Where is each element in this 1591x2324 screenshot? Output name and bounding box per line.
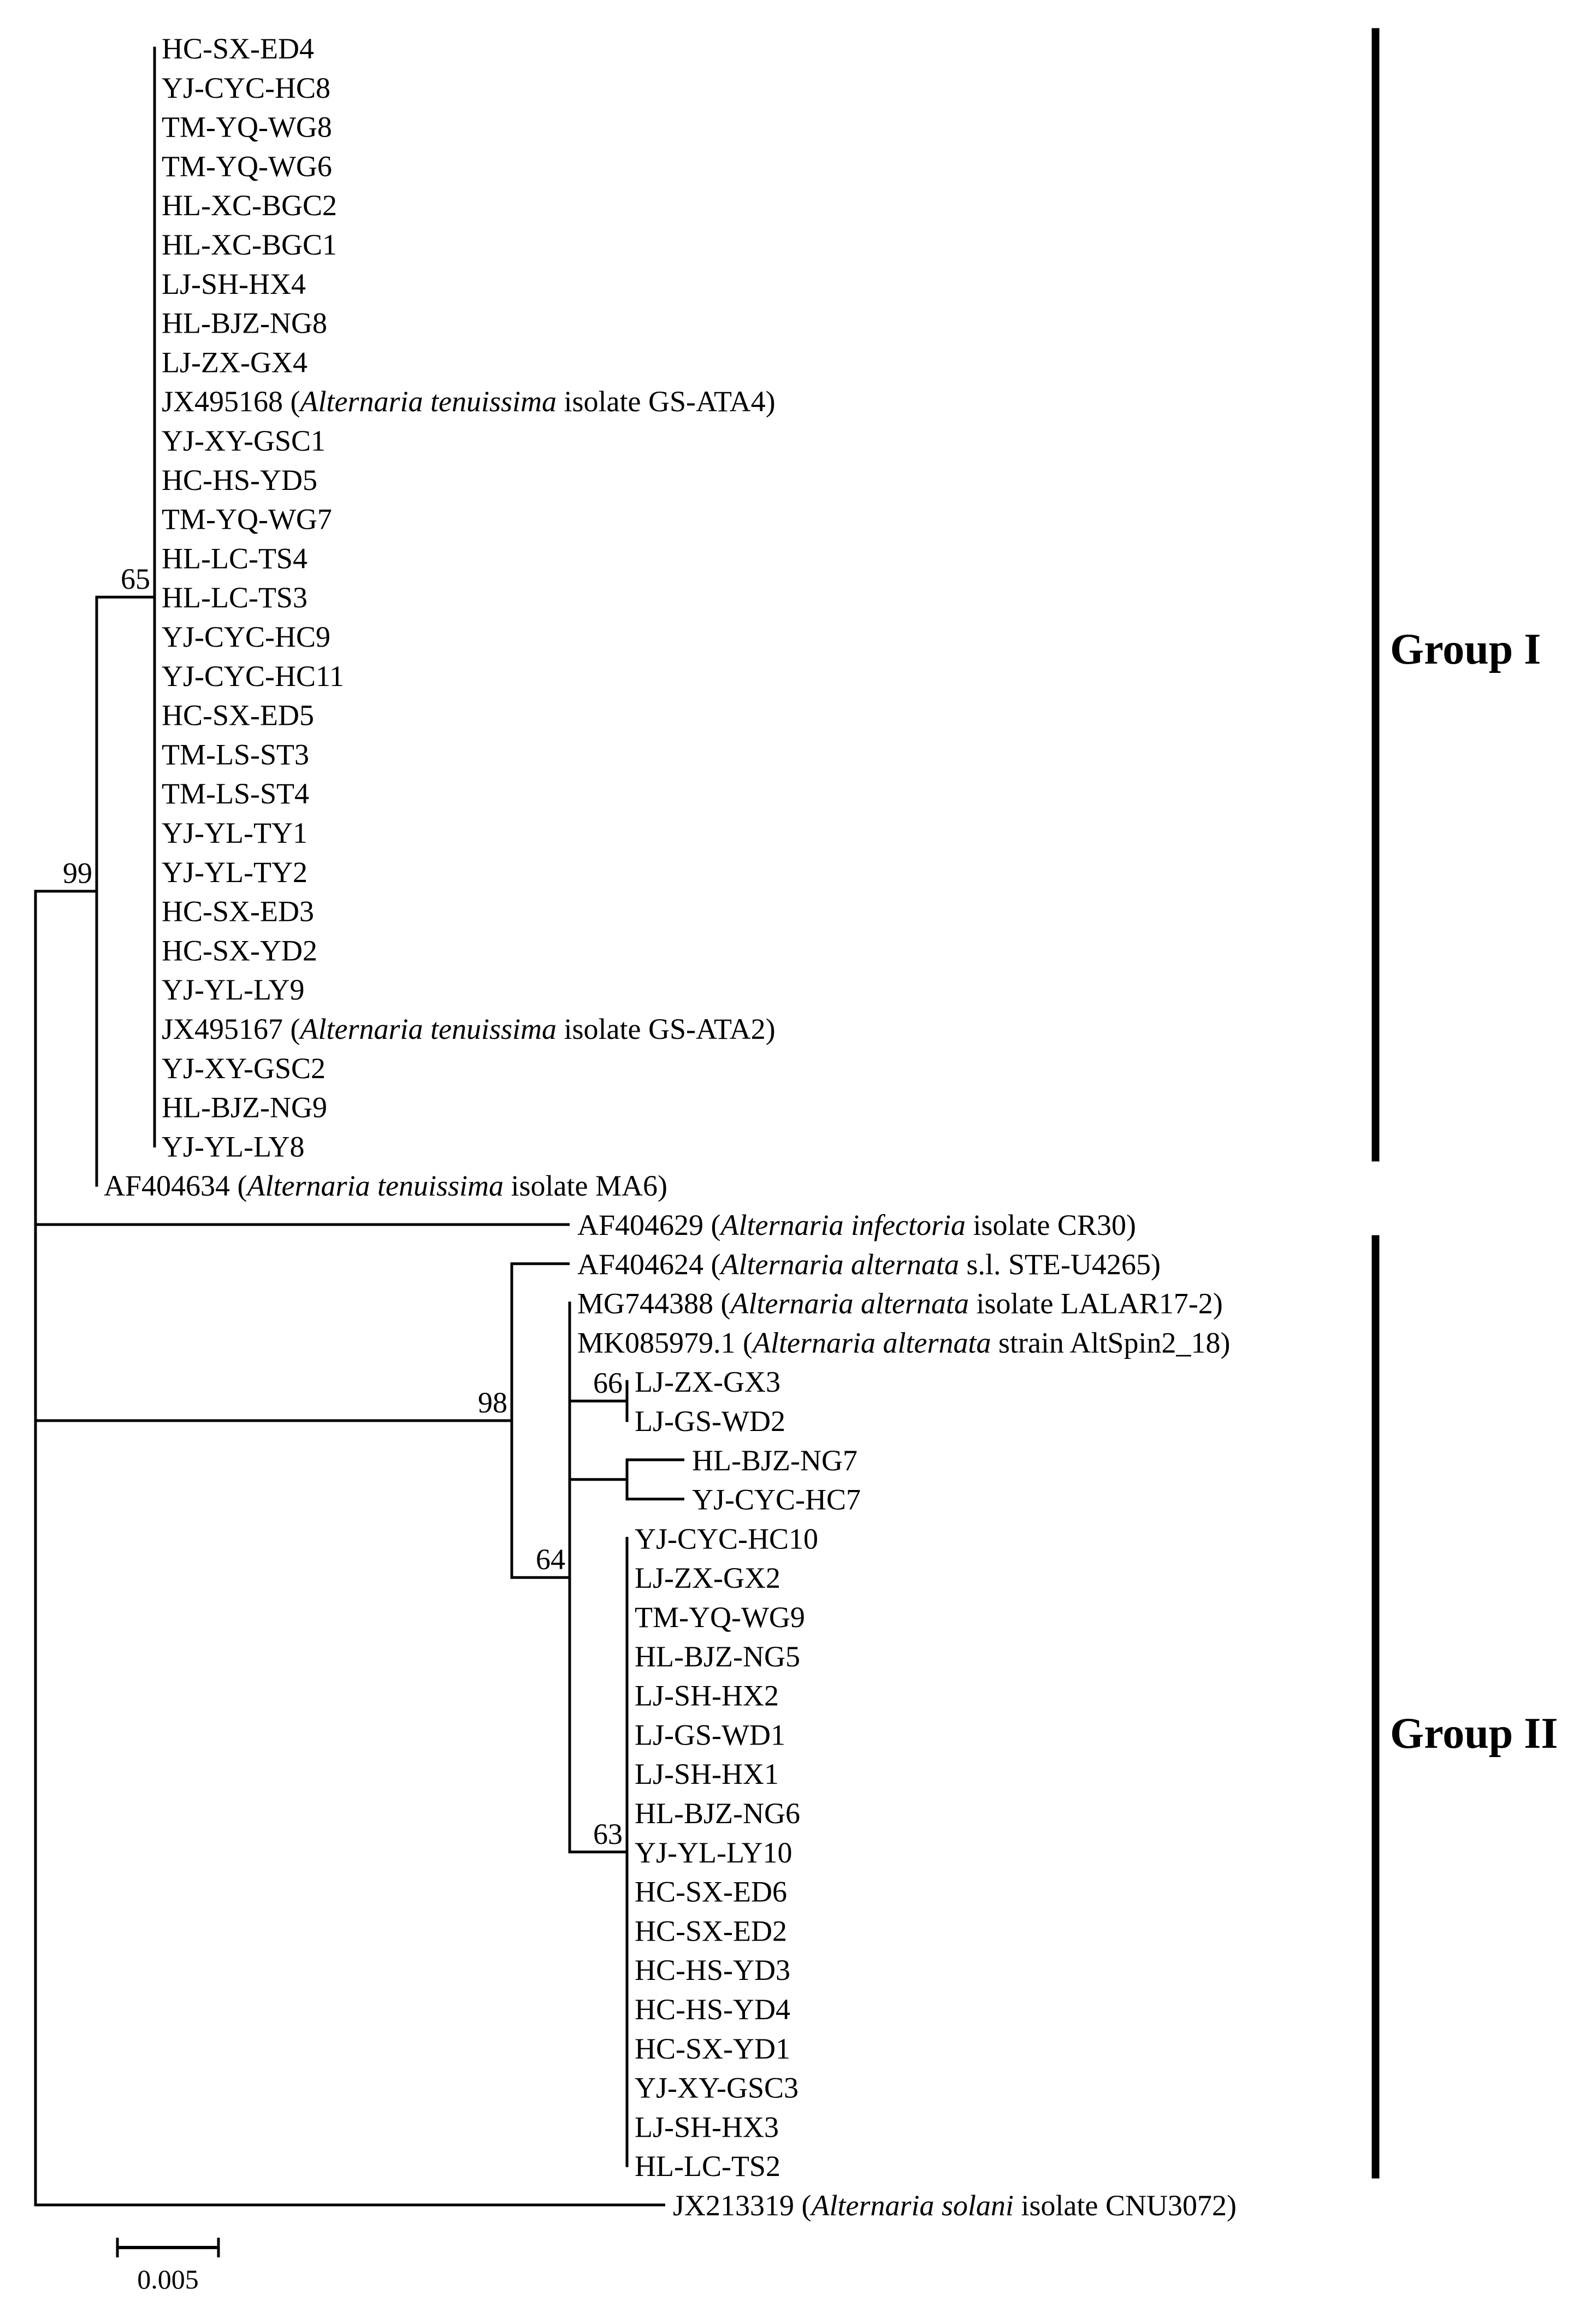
taxon-label: HL-XC-BGC2 <box>162 189 337 222</box>
taxon-label: YJ-CYC-HC11 <box>162 659 345 693</box>
taxon-label: HL-LC-TS3 <box>162 581 307 614</box>
taxon-label: AF404624 (Alternaria alternata s.l. STE-U4265) <box>577 1247 1161 1281</box>
bootstrap-value: 98 <box>478 1386 507 1419</box>
group-label: Group II <box>1390 1710 1558 1758</box>
scale-bar-label: 0.005 <box>137 2264 199 2295</box>
group-bracket-bar <box>1372 1235 1379 2178</box>
taxon-label: LJ-GS-WD2 <box>635 1405 785 1438</box>
bootstrap-value: 64 <box>536 1543 565 1576</box>
taxon-label: HC-HS-YD3 <box>635 1954 791 1987</box>
taxon-label: HL-LC-TS2 <box>635 2150 780 2183</box>
taxon-label: LJ-ZX-GX3 <box>635 1365 780 1399</box>
taxon-label: JX495167 (Alternaria tenuissima isolate GS-ATA2) <box>162 1013 776 1045</box>
taxon-label: LJ-SH-HX3 <box>635 2110 779 2144</box>
taxon-label: YJ-YL-LY9 <box>162 973 305 1007</box>
bootstrap-value: 66 <box>593 1367 623 1400</box>
taxon-label: HC-SX-ED3 <box>162 895 314 928</box>
taxon-label: HL-BJZ-NG6 <box>635 1797 800 1830</box>
taxon-label: MG744388 (Alternaria alternata isolate LALAR17-2) <box>577 1287 1223 1320</box>
taxon-label: LJ-ZX-GX4 <box>162 346 307 379</box>
taxon-label: LJ-SH-HX4 <box>162 267 306 300</box>
group-bracket-bar <box>1372 28 1379 1161</box>
taxon-label: YJ-XY-GSC3 <box>635 2071 799 2104</box>
taxon-label: HC-HS-YD5 <box>162 463 318 496</box>
taxon-label: TM-YQ-WG7 <box>162 502 332 536</box>
group-label: Group I <box>1390 625 1541 673</box>
taxon-label: TM-LS-ST3 <box>162 738 309 771</box>
taxon-label: HC-SX-ED4 <box>162 32 314 65</box>
taxon-label: LJ-SH-HX2 <box>635 1679 779 1712</box>
taxon-label: MK085979.1 (Alternaria alternata strain AltSpin2_18) <box>577 1326 1231 1359</box>
taxon-label: TM-LS-ST4 <box>162 777 309 811</box>
bootstrap-value: 63 <box>593 1817 623 1850</box>
taxon-label: HC-SX-ED5 <box>162 699 314 732</box>
taxon-label: TM-YQ-WG9 <box>635 1601 805 1634</box>
taxon-label: HL-BJZ-NG9 <box>162 1091 327 1124</box>
taxon-label: HL-BJZ-NG8 <box>162 306 327 340</box>
taxon-label: HC-SX-ED2 <box>635 1914 787 1948</box>
taxon-label: YJ-XY-GSC2 <box>162 1051 326 1085</box>
taxon-label: HL-LC-TS4 <box>162 542 307 575</box>
taxon-label: YJ-YL-TY1 <box>162 817 307 849</box>
taxon-label: HC-SX-YD1 <box>635 2032 791 2065</box>
taxon-label: TM-YQ-WG6 <box>162 150 332 183</box>
taxon-label: HC-SX-YD2 <box>162 934 318 967</box>
taxon-label: YJ-CYC-HC8 <box>162 71 331 104</box>
taxon-label: YJ-YL-LY10 <box>635 1836 792 1869</box>
taxon-label: YJ-CYC-HC10 <box>635 1522 819 1556</box>
taxon-label: YJ-XY-GSC1 <box>162 424 326 457</box>
taxon-label: AF404629 (Alternaria infectoria isolate CR30) <box>577 1209 1136 1241</box>
taxon-label: YJ-CYC-HC9 <box>162 620 331 653</box>
taxon-label: HC-SX-ED6 <box>635 1875 787 1908</box>
taxon-label: HC-HS-YD4 <box>635 1993 791 2026</box>
taxon-label: YJ-CYC-HC7 <box>692 1483 861 1516</box>
taxon-label: JX213319 (Alternaria solani isolate CNU3072) <box>673 2189 1237 2222</box>
taxon-label: TM-YQ-WG8 <box>162 110 332 144</box>
taxon-label: HL-BJZ-NG5 <box>635 1640 800 1673</box>
taxon-label: LJ-SH-HX1 <box>635 1758 779 1791</box>
taxon-label: LJ-GS-WD1 <box>635 1718 785 1752</box>
bootstrap-value: 99 <box>63 856 92 890</box>
taxon-label: YJ-YL-TY2 <box>162 855 307 889</box>
taxon-label: AF404634 (Alternaria tenuissima isolate MA6) <box>104 1169 667 1203</box>
taxon-label: JX495168 (Alternaria tenuissima isolate GS-ATA4) <box>162 385 776 418</box>
taxon-label: HL-BJZ-NG7 <box>692 1444 857 1477</box>
taxon-label: LJ-ZX-GX2 <box>635 1562 780 1595</box>
taxon-label: YJ-YL-LY8 <box>162 1130 305 1163</box>
bootstrap-value: 65 <box>121 563 150 596</box>
taxon-label: HL-XC-BGC1 <box>162 228 337 261</box>
